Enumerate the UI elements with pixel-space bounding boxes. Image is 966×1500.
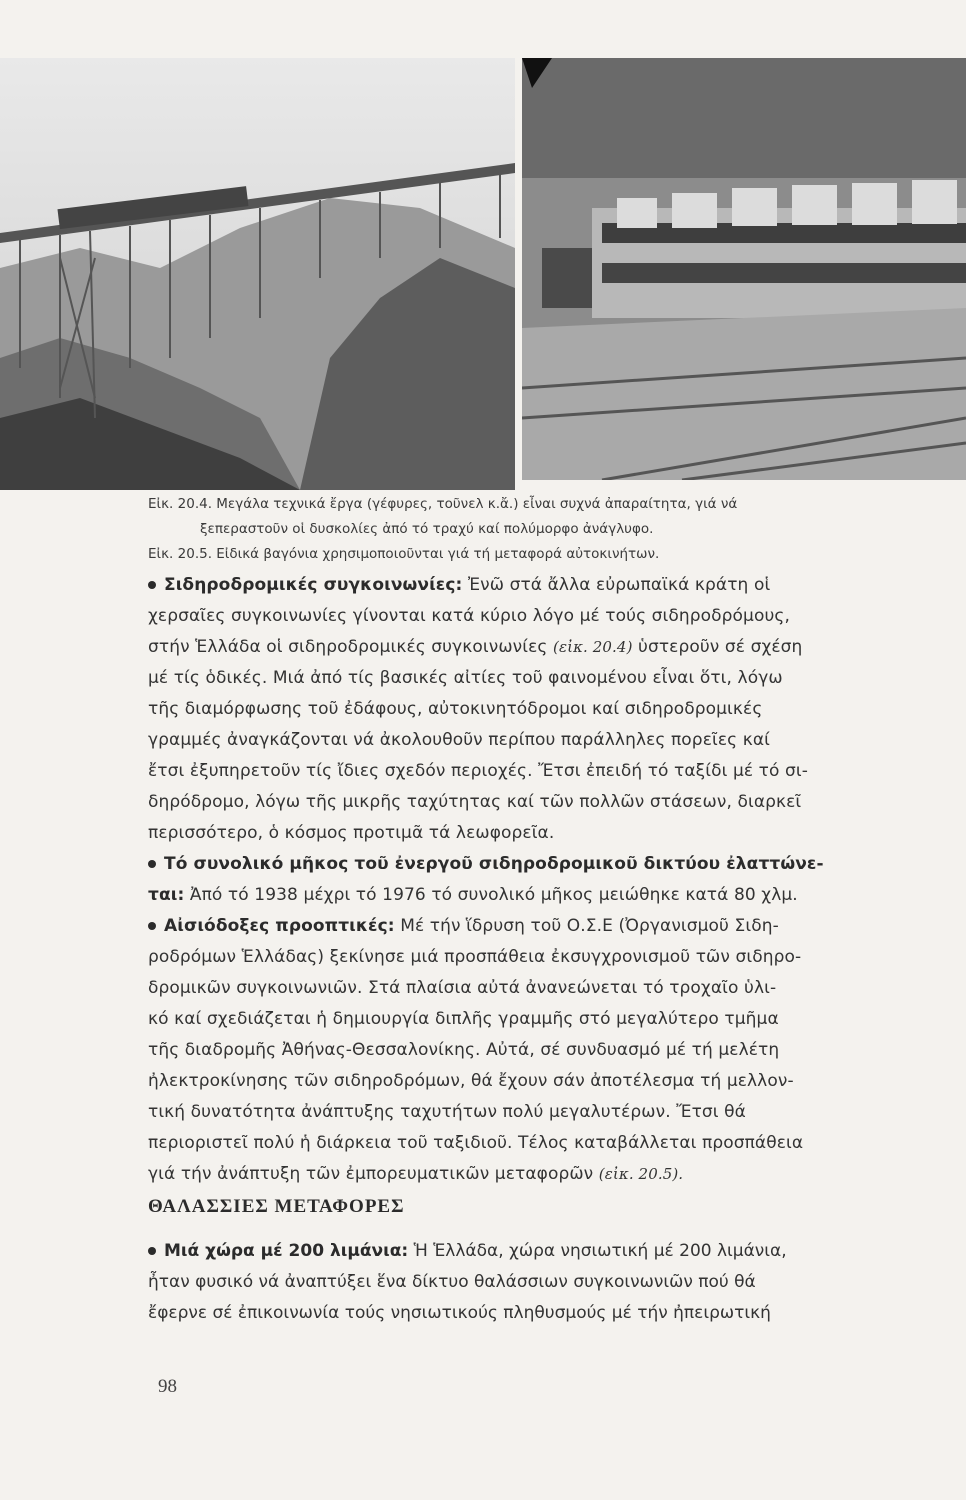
text-line: στήν Ἑλλάδα οἱ σιδηροδρομικές συγκοινωνίες (εἰκ. 20.4) ὑστεροῦν σέ σχέση [148, 637, 803, 657]
rail-title: Σιδηροδρομικές συγκοινωνίες: [164, 575, 463, 595]
text-line: περιοριστεῖ πολύ ἡ διάρκεια τοῦ ταξιδιοῦ. Τέλος καταβάλλεται προσπάθεια [148, 1133, 804, 1153]
text-line: μέ τίς ὁδικές. Μιά ἀπό τίς βασικές αἰτίες τοῦ φαινομένου εἶναι ὅτι, λόγω [148, 668, 783, 688]
text-line: τῆς διαδρομῆς Ἀθήνας-Θεσσαλονίκης. Αὐτά, σέ συνδυασμό μέ τή μελέτη [148, 1040, 780, 1060]
text-line: ται: Ἀπό τό 1938 μέχρι τό 1976 τό συνολικό μῆκος μειώθηκε κατά 80 χλμ. [148, 885, 798, 905]
text-line: ροδρόμων Ἑλλάδας) ξεκίνησε μιά προσπάθεια ἐκσυγχρονισμοῦ τῶν σιδηρο- [148, 947, 802, 967]
prospects-paragraph-start: Αἰσιόδοξες προοπτικές: Μέ τήν ἵδρυση τοῦ Ο.Σ.Ε (Ὀργανισμοῦ Σιδη- [148, 911, 938, 942]
text-line: κό καί σχεδιάζεται ἡ δημιουργία διπλῆς γραμμῆς στό μεγαλύτερο τμῆμα [148, 1009, 779, 1029]
text-line: τῆς διαμόρφωσης τοῦ ἐδάφους, αὐτοκινητόδρομοι καί σιδηροδρομικές [148, 699, 763, 719]
bullet-icon [148, 922, 156, 930]
sea-paragraph-start: Μιά χώρα μέ 200 λιμάνια: Ἡ Ἑλλάδα, χώρα νησιωτική μέ 200 λιμάνια, [148, 1236, 938, 1267]
caption-fig-20-4: Εἰκ. 20.4. Μεγάλα τεχνικά ἔργα (γέφυρες, τοῦνελ κ.ἄ.) εἶναι συχνά ἀπαραίτητα, γιά νά [148, 496, 738, 512]
text-line: δηρόδρομο, λόγω τῆς μικρῆς ταχύτητας καί τῶν πολλῶν στάσεων, διαρκεῖ [148, 792, 802, 812]
rail-paragraph-start: Σιδηροδρομικές συγκοινωνίες: Ἐνῶ στά ἄλλα εὐρωπαϊκά κράτη οἱ [148, 570, 938, 601]
network-title: Τό συνολικό μῆκος τοῦ ἐνεργοῦ σιδηροδρομικοῦ δικτύου ἐλαττώνε- [164, 854, 824, 874]
bullet-icon [148, 860, 156, 868]
text-line: περισσότερο, ὁ κόσμος προτιμᾶ τά λεωφορεῖα. [148, 823, 555, 843]
figure-reference: (εἰκ. 20.5). [598, 1165, 684, 1183]
bullet-icon [148, 581, 156, 589]
bullet-icon [148, 1247, 156, 1255]
sea-text [148, 1236, 938, 1329]
caption-fig-20-4-cont: ξεπεραστοῦν οἱ δυσκολίες ἀπό τό τραχύ καί πολύμορφο ἀνάγλυφο. [200, 521, 654, 537]
text-line: ἠλεκτροκίνησης τῶν σιδηροδρόμων, θά ἔχουν σάν ἀποτέλεσμα τή μελλον- [148, 1071, 794, 1091]
photo-railway-bridge [0, 58, 515, 490]
section-heading: ΘΑΛΑΣΣΙΕΣ ΜΕΤΑΦΟΡΕΣ [148, 1196, 405, 1217]
text-line: ἔφερνε σέ ἐπικοινωνία τούς νησιωτικούς πληθυσμούς μέ τήν ἠπειρωτική [148, 1303, 771, 1323]
text-line: γραμμές ἀναγκάζονται νά ἀκολουθοῦν περίπου παράλληλες πορεῖες καί [148, 730, 770, 750]
photo-car-carrier-wagons [522, 58, 966, 480]
text-line: ἔτσι ἐξυπηρετοῦν τίς ἴδιες σχεδόν περιοχές. Ἔτσι ἐπειδή τό ταξίδι μέ τό σι- [148, 761, 808, 781]
text-line: χερσαῖες συγκοινωνίες γίνονται κατά κύριο λόγο μέ τούς σιδηροδρόμους, [148, 606, 790, 626]
prospects-title: Αἰσιόδοξες προοπτικές: [164, 916, 395, 936]
sea-title: Μιά χώρα μέ 200 λιμάνια: [164, 1241, 409, 1261]
page-number: 98 [158, 1376, 177, 1397]
main-text [148, 570, 938, 1190]
text-line: ἦταν φυσικό νά ἀναπτύξει ἕνα δίκτυο θαλάσσιων συγκοινωνιῶν πού θά [148, 1272, 756, 1292]
text-line: δρομικῶν συγκοινωνιῶν. Στά πλαίσια αὐτά ἀνανεώνεται τό τροχαῖο ὑλι- [148, 978, 777, 998]
network-paragraph-start [148, 849, 938, 880]
text-line: γιά τήν ἀνάπτυξη τῶν ἐμπορευματικῶν μεταφορῶν (εἰκ. 20.5). [148, 1164, 684, 1184]
figure-reference: (εἰκ. 20.4) [553, 638, 633, 656]
text-line: τική δυνατότητα ἀνάπτυξης ταχυτήτων πολύ μεγαλυτέρων. Ἔτσι θά [148, 1102, 746, 1122]
caption-fig-20-5: Εἰκ. 20.5. Εἰδικά βαγόνια χρησιμοποιοῦνται γιά τή μεταφορά αὐτοκινήτων. [148, 546, 660, 562]
figure-captions [148, 492, 938, 567]
